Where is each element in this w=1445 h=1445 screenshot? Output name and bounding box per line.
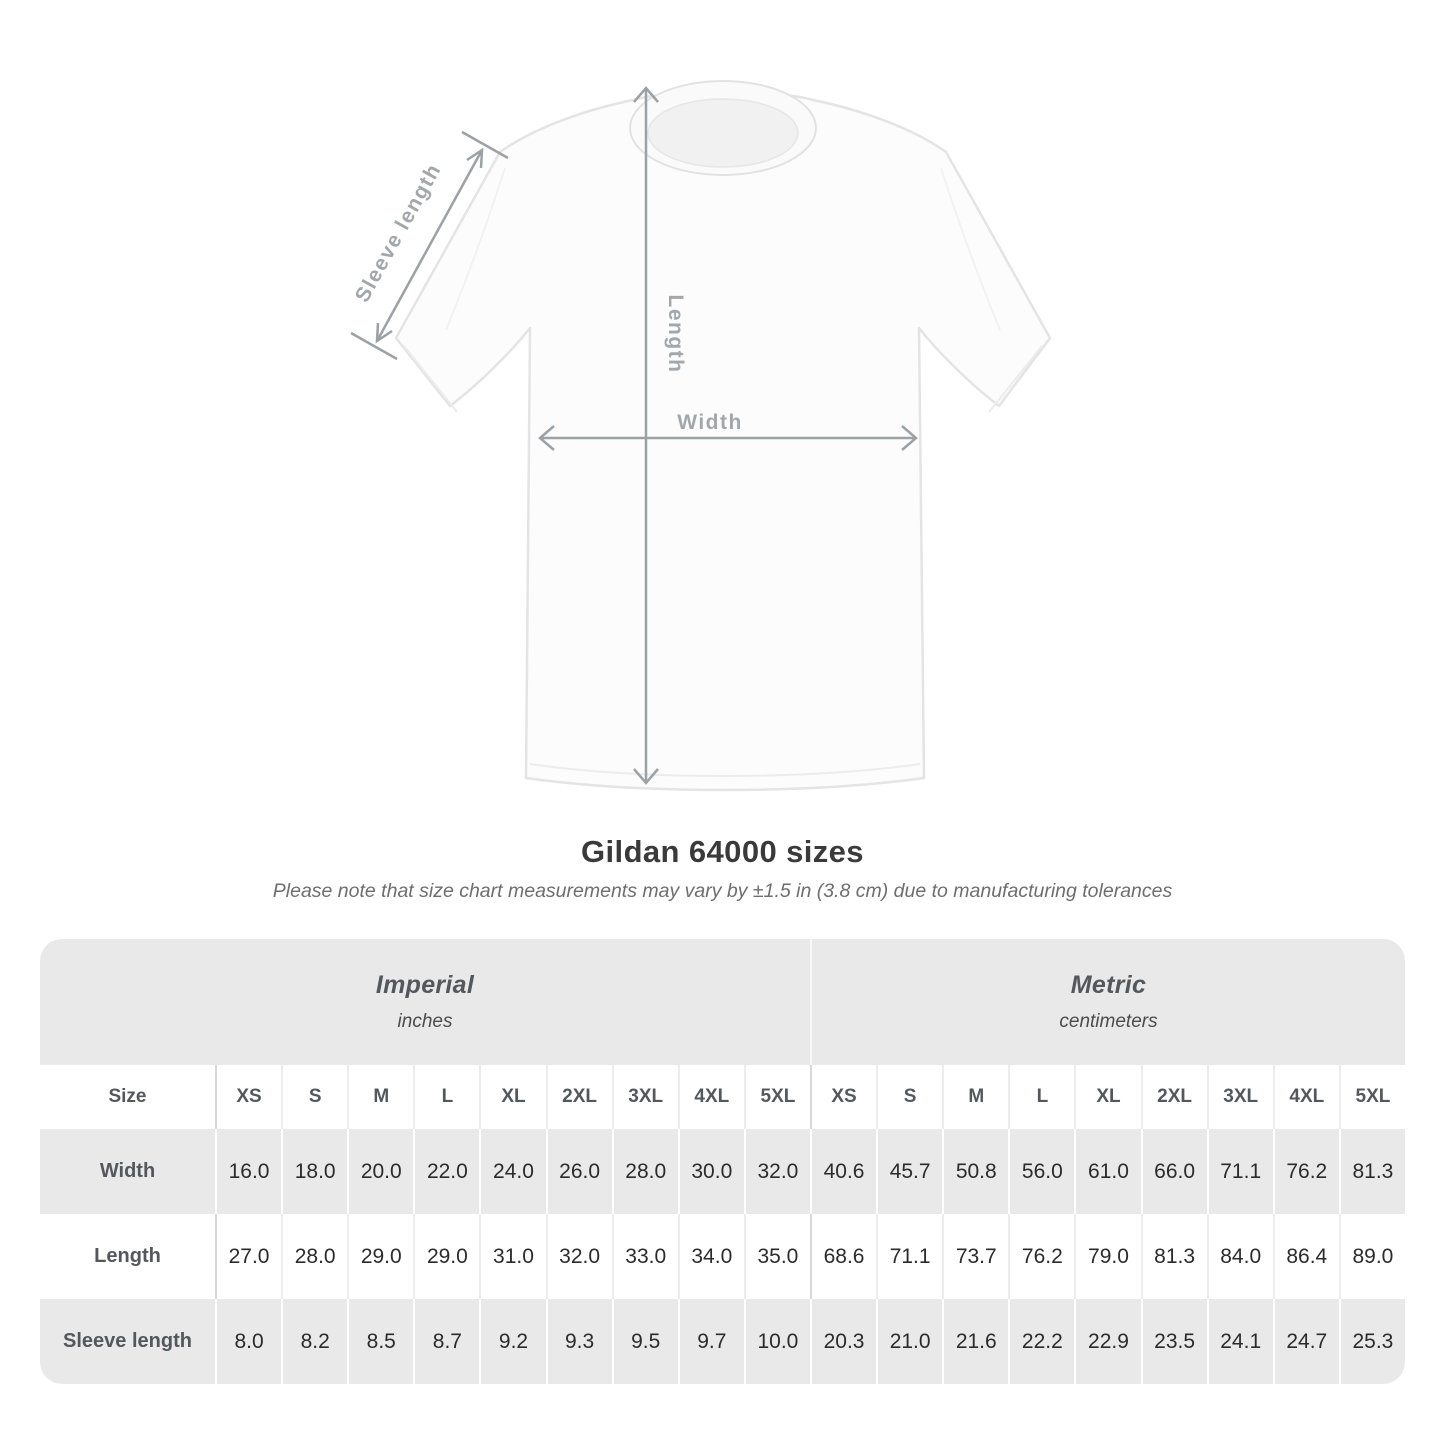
- measurement-row-sleeve-length: [40, 1299, 1405, 1384]
- value-cell: 20.3: [810, 1299, 876, 1384]
- sleeve-length-label: Sleeve length: [350, 159, 446, 307]
- value-cell: 25.3: [1339, 1299, 1405, 1384]
- imperial-label: Imperial: [375, 971, 475, 999]
- value-cell: 76.2: [1008, 1214, 1074, 1299]
- tolerance-note: Please note that size chart measurements may vary by ±1.5 in (3.8 cm) due to manufacturing tolerances: [272, 880, 1173, 902]
- length-label: Length: [664, 294, 687, 374]
- value-cell: 29.0: [347, 1214, 413, 1299]
- value-cell: 68.6: [810, 1214, 876, 1299]
- value-cell: 10.0: [744, 1299, 810, 1384]
- size-col-imperial-xs: XS: [215, 1065, 281, 1129]
- value-cell: 29.0: [413, 1214, 479, 1299]
- value-cell: 33.0: [612, 1214, 678, 1299]
- metric-label: Metric: [1070, 971, 1147, 999]
- value-cell: 9.3: [546, 1299, 612, 1384]
- value-cell: 26.0: [546, 1129, 612, 1214]
- row-label: Width: [99, 1160, 156, 1182]
- size-col-imperial-3xl: 3XL: [612, 1065, 678, 1129]
- collar-opening: [648, 99, 798, 167]
- value-cell: 81.3: [1339, 1129, 1405, 1214]
- metric-header: [810, 939, 1405, 1065]
- size-col-imperial-xl: XL: [479, 1065, 545, 1129]
- size-col-metric-3xl: 3XL: [1207, 1065, 1273, 1129]
- imperial-unit-label: inches: [397, 1011, 453, 1032]
- value-cell: 31.0: [479, 1214, 545, 1299]
- value-cell: 40.6: [810, 1129, 876, 1214]
- value-cell: 32.0: [546, 1214, 612, 1299]
- value-cell: 79.0: [1074, 1214, 1140, 1299]
- measurement-row-width: [40, 1129, 1405, 1214]
- value-cell: 76.2: [1273, 1129, 1339, 1214]
- size-col-metric-xl: XL: [1074, 1065, 1140, 1129]
- value-cell: 45.7: [876, 1129, 942, 1214]
- value-cell: 28.0: [281, 1214, 347, 1299]
- value-cell: 28.0: [612, 1129, 678, 1214]
- value-cell: 27.0: [215, 1214, 281, 1299]
- tshirt-illustration: [396, 81, 1050, 790]
- row-label: Sleeve length: [63, 1330, 192, 1352]
- size-col-metric-s: S: [876, 1065, 942, 1129]
- value-cell: 73.7: [942, 1214, 1008, 1299]
- size-header-row: [40, 1065, 1405, 1129]
- value-cell: 22.2: [1008, 1299, 1074, 1384]
- imperial-header: [40, 939, 810, 1065]
- value-cell: 50.8: [942, 1129, 1008, 1214]
- value-cell: 8.0: [215, 1299, 281, 1384]
- value-cell: 24.7: [1273, 1299, 1339, 1384]
- size-chart-table: [40, 939, 1405, 1384]
- size-col-imperial-s: S: [281, 1065, 347, 1129]
- value-cell: 9.7: [678, 1299, 744, 1384]
- value-cell: 20.0: [347, 1129, 413, 1214]
- value-cell: 21.6: [942, 1299, 1008, 1384]
- value-cell: 61.0: [1074, 1129, 1140, 1214]
- value-cell: 35.0: [744, 1214, 810, 1299]
- size-col-metric-m: M: [942, 1065, 1008, 1129]
- width-label: Width: [677, 411, 743, 434]
- value-cell: 86.4: [1273, 1214, 1339, 1299]
- value-cell: 71.1: [876, 1214, 942, 1299]
- value-cell: 18.0: [281, 1129, 347, 1214]
- size-col-metric-xs: XS: [810, 1065, 876, 1129]
- size-col-imperial-m: M: [347, 1065, 413, 1129]
- value-cell: 81.3: [1141, 1214, 1207, 1299]
- value-cell: 32.0: [744, 1129, 810, 1214]
- size-col-metric-l: L: [1008, 1065, 1074, 1129]
- size-col-imperial-2xl: 2XL: [546, 1065, 612, 1129]
- size-col-imperial-l: L: [413, 1065, 479, 1129]
- value-cell: 21.0: [876, 1299, 942, 1384]
- value-cell: 8.2: [281, 1299, 347, 1384]
- value-cell: 9.2: [479, 1299, 545, 1384]
- page-title: Gildan 64000 sizes: [581, 834, 864, 869]
- value-cell: 89.0: [1339, 1214, 1405, 1299]
- size-col-metric-5xl: 5XL: [1339, 1065, 1405, 1129]
- value-cell: 22.0: [413, 1129, 479, 1214]
- value-cell: 23.5: [1141, 1299, 1207, 1384]
- measurement-row-length: [40, 1214, 1405, 1299]
- metric-unit-label: centimeters: [1059, 1011, 1158, 1032]
- value-cell: 71.1: [1207, 1129, 1273, 1214]
- size-column-header: Size: [40, 1065, 215, 1129]
- size-col-imperial-4xl: 4XL: [678, 1065, 744, 1129]
- size-col-imperial-5xl: 5XL: [744, 1065, 810, 1129]
- value-cell: 56.0: [1008, 1129, 1074, 1214]
- value-cell: 9.5: [612, 1299, 678, 1384]
- value-cell: 66.0: [1141, 1129, 1207, 1214]
- value-cell: 8.7: [413, 1299, 479, 1384]
- size-col-metric-4xl: 4XL: [1273, 1065, 1339, 1129]
- row-label: Length: [94, 1245, 161, 1267]
- value-cell: 16.0: [215, 1129, 281, 1214]
- size-col-metric-2xl: 2XL: [1141, 1065, 1207, 1129]
- value-cell: 84.0: [1207, 1214, 1273, 1299]
- value-cell: 22.9: [1074, 1299, 1140, 1384]
- value-cell: 24.0: [479, 1129, 545, 1214]
- measurement-rows: [40, 1129, 1405, 1384]
- value-cell: 24.1: [1207, 1299, 1273, 1384]
- value-cell: 34.0: [678, 1214, 744, 1299]
- unit-header-row: [40, 939, 1405, 1065]
- value-cell: 30.0: [678, 1129, 744, 1214]
- value-cell: 8.5: [347, 1299, 413, 1384]
